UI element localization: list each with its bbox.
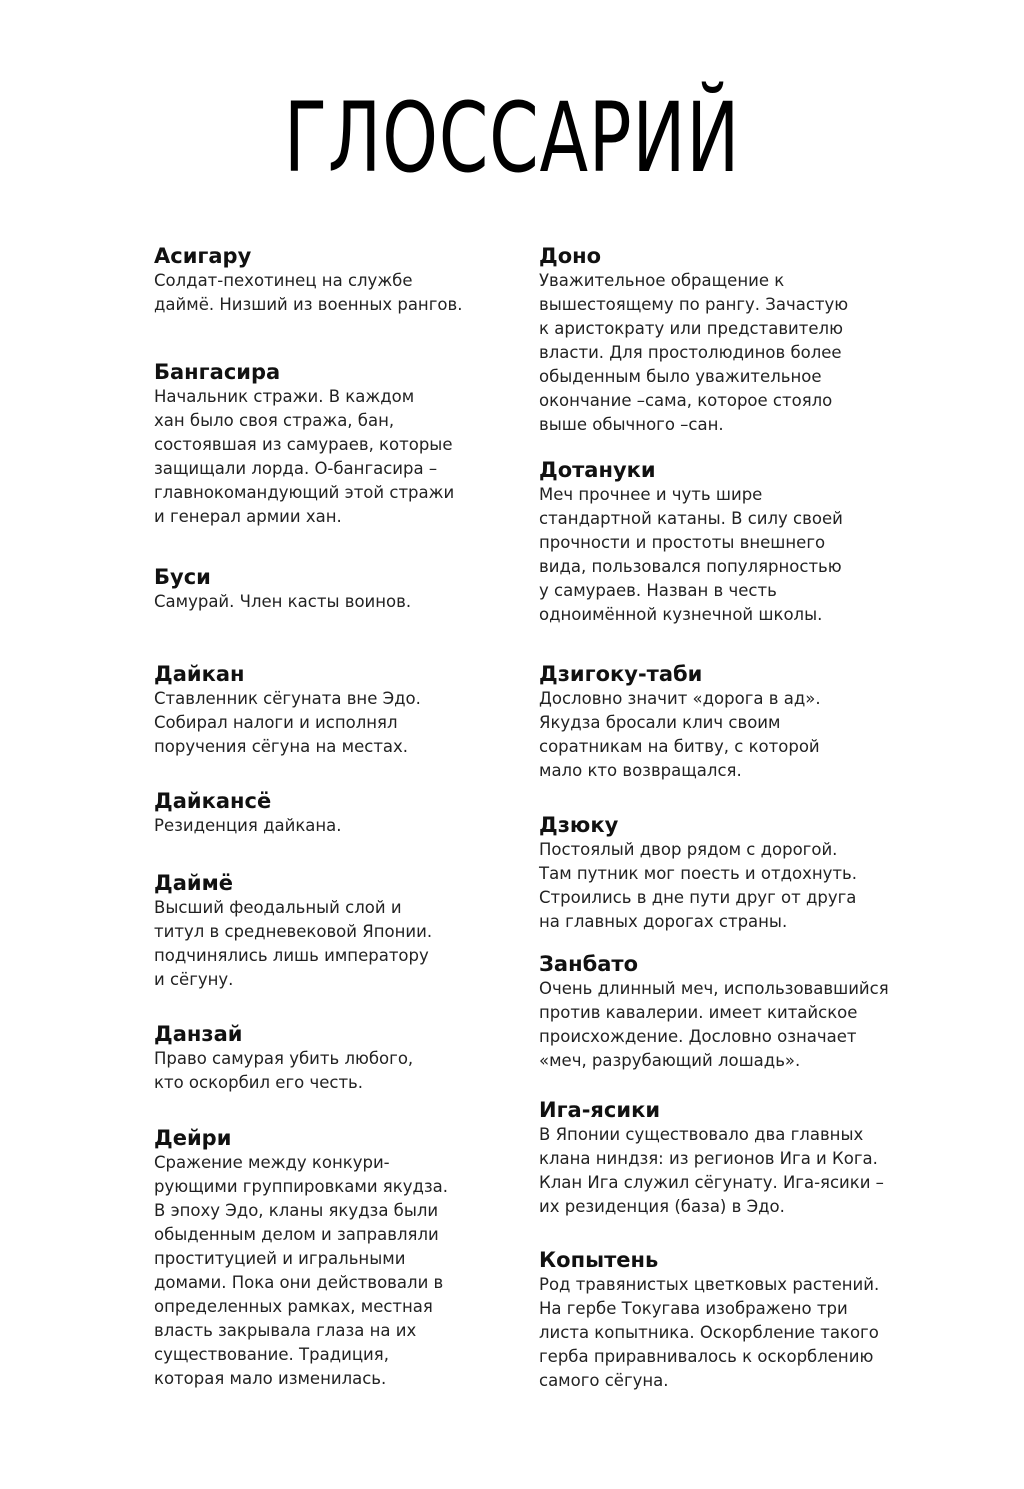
glossary-entry bbox=[154, 359, 514, 529]
glossary-term: Дайкан bbox=[154, 662, 245, 686]
glossary-term: Дайкансё bbox=[154, 789, 272, 813]
glossary-definition: Начальник стражи. В каждом хан было своя стража, бан, состоявшая из самураев, которые защищали лорда. О-бангасира – главнокомандующий этой стражи и генерал армии хан. bbox=[154, 387, 455, 526]
glossary-entry bbox=[539, 951, 899, 1073]
glossary-definition: Высший феодальный слой и титул в средневековой Японии. подчинялись лишь императору и сёгуну. bbox=[154, 898, 433, 989]
glossary-entry bbox=[154, 1021, 514, 1095]
glossary-entry bbox=[154, 564, 514, 614]
glossary-definition: Постоялый двор рядом с дорогой. Там путник мог поесть и отдохнуть. Строились в дне пути друг от друга на главных дорогах страны. bbox=[539, 840, 857, 931]
glossary-definition: Род травянистых цветковых растений. На гербе Токугава изображено три листа копытника. Оскорбление такого герба приравнивалось к оскорблению самого сёгуна. bbox=[539, 1275, 880, 1390]
glossary-entry bbox=[539, 1247, 899, 1393]
glossary-entry bbox=[154, 661, 514, 759]
glossary-definition: Резиденция дайкана. bbox=[154, 816, 342, 835]
glossary-entry bbox=[539, 812, 899, 934]
glossary-definition: В Японии существовало два главных клана ниндзя: из регионов Ига и Кога. Клан Ига служил сёгунату. Ига-ясики – их резиденция (база) в Эдо. bbox=[539, 1125, 884, 1216]
glossary-definition: Самурай. Член касты воинов. bbox=[154, 592, 412, 611]
glossary-definition: Право самурая убить любого, кто оскорбил его честь. bbox=[154, 1049, 414, 1092]
glossary-term: Буси bbox=[154, 565, 211, 589]
glossary-definition: Уважительное обращение к вышестоящему по рангу. Зачастую к аристократу или представителю власти. Для простолюдинов более обыденным было уважительное окончание –сама, которое стояло выше обычного –сан. bbox=[539, 271, 849, 434]
glossary-definition: Сражение между конкури- рующими группировками якудза. В эпоху Эдо, кланы якудза были обыденным делом и заправляли проституцией и игральными домами. Пока они действовали в определенных рамках, местная власть закрывала глаза на их существование. Традиция, которая мало изменилась. bbox=[154, 1153, 448, 1388]
glossary-definition: Очень длинный меч, использовавшийся против кавалерии. имеет китайское происхождение. Дословно означает «меч, разрубающий лошадь». bbox=[539, 979, 889, 1070]
glossary-entry bbox=[154, 870, 514, 992]
glossary-term: Ига-ясики bbox=[539, 1098, 661, 1122]
glossary-term: Доно bbox=[539, 244, 602, 268]
glossary-term: Бангасира bbox=[154, 360, 281, 384]
glossary-term: Даймё bbox=[154, 871, 233, 895]
glossary-term: Занбато bbox=[539, 952, 639, 976]
glossary-definition: Меч прочнее и чуть шире стандартной катаны. В силу своей прочности и простоты внешнего вида, пользовался популярностью у самураев. Назван в честь одноимённой кузнечной школы. bbox=[539, 485, 843, 624]
glossary-entry bbox=[154, 788, 514, 838]
glossary-term: Дотануки bbox=[539, 458, 656, 482]
glossary-term: Дейри bbox=[154, 1126, 232, 1150]
glossary-entry bbox=[539, 243, 899, 437]
glossary-term: Асигару bbox=[154, 244, 252, 268]
glossary-entry bbox=[154, 1125, 514, 1391]
glossary-definition: Ставленник сёгуната вне Эдо. Собирал налоги и исполнял поручения сёгуна на местах. bbox=[154, 689, 421, 756]
glossary-entry bbox=[539, 1097, 899, 1219]
glossary-term: Дзигоку-таби bbox=[539, 662, 703, 686]
glossary-entry bbox=[539, 457, 899, 627]
glossary-definition: Дословно значит «дорога в ад». Якудза бросали клич своим соратникам на битву, с которой мало кто возвращался. bbox=[539, 689, 821, 780]
glossary-term: Дзюку bbox=[539, 813, 619, 837]
glossary-definition: Солдат-пехотинец на службе даймё. Низший из военных рангов. bbox=[154, 271, 463, 314]
glossary-term: Данзай bbox=[154, 1022, 243, 1046]
glossary-entry bbox=[154, 243, 514, 317]
page-title: ГЛОССАРИЙ bbox=[283, 82, 741, 194]
glossary-entry bbox=[539, 661, 899, 783]
glossary-term: Копытень bbox=[539, 1248, 659, 1272]
